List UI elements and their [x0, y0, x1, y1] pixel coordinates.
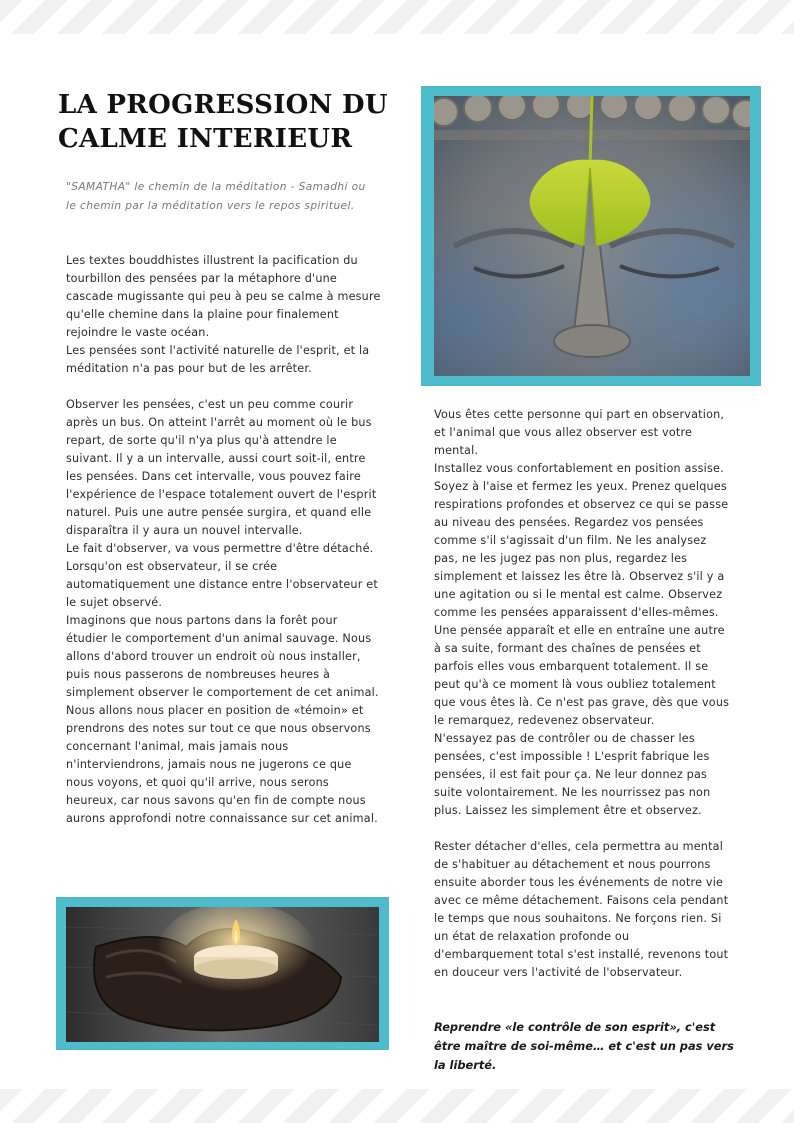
decorative-stripes-top [0, 0, 794, 34]
closing-quote: Reprendre «le contrôle de son esprit», c'est être maître de soi-même… et c'est un pas vers la liberté. [434, 1020, 734, 1072]
right-column-text: Vous êtes cette personne qui part en observation, et l'animal que vous allez observer est votre mental. Installez vous confortablement en position assise. Soyez à l'aise et fermez les yeux. Prenez quelques respirations profondes et observez ce qui se passe au niveau des pensées. Regardez vos pensées comme s'il s'agissait d'un film. Ne les analysez pas, ne les jugez pas non plus, regardez les simplement et laissez les être là. Observez s'il y a une agitation ou si le mental est calme. Observez comme les pensées apparaissent d'elles-mêmes. Une pensée apparaît et elle en entraîne une autre à sa suite, formant des chaînes de pensées et parfois elles vous embarquent totalement. Il se peut qu'à ce moment là vous oubliez totalement que vous êtes là. Ce n'est pas grave, dès que vous le remarquez, redevenez observateur. N'essayez pas de contrôler ou de chasser les pensées, c'est impossible ! L'esprit fabrique les pensées, il est fait pour ça. Ne leur donnez pas suite volontairement. Ne les nourrissez pas non plus. Laissez les simplement être et observez. Rester détacher d'elles, cela permettra au mental de s'habituer au détachement et nous pourrons ensuite aborder tous les événements de notre vie avec ce même détachement. Faisons cela pendant le temps que nous souhaitons. Ne forçons rien. Si un état de relaxation profonde ou d'embarquement total s'est installé, revenons tout en douceur vers l'activité de l'observateur. [434, 408, 730, 979]
decorative-stripes-bottom [0, 1089, 794, 1123]
buddha-ginkgo-photo [434, 96, 750, 376]
page-subtitle: "SAMATHA" le chemin de la méditation - Samadhi ou le chemin par la méditation vers le repos spirituel. [66, 181, 366, 212]
page-title: LA PROGRESSION DU CALME INTERIEUR [58, 90, 388, 154]
candle-hand-photo [66, 907, 379, 1042]
left-column-text: Les textes bouddhistes illustrent la pacification du tourbillon des pensées par la métaphore d'une cascade mugissante qui peu à peu se calme à mesure qu'elle chemine dans la plaine pour finalement rejoindre le vaste océan. Les pensées sont l'activité naturelle de l'esprit, et la méditation n'a pas pour but de les arrêter. Observer les pensées, c'est un peu comme courir après un bus. On atteint l'arrêt au moment où le bus repart, de sorte qu'il n'ya plus qu'à attendre le suivant. Il y a un intervalle, aussi court soit-il, entre les pensées. Dans cet intervalle, vous pouvez faire l'expérience de l'espace totalement ouvert de l'esprit naturel. Puis une autre pensée surgira, et quand elle disparaîtra il y aura un nouvel intervalle. Le fait d'observer, va vous permettre d'être détaché. Lorsqu'on est observateur, il se crée automatiquement une distance entre l'observateur et le sujet observé. Imaginons que nous partons dans la forêt pour étudier le comportement d'un animal sauvage. Nous allons d'abord trouver un endroit où nous installer, puis nous passerons de nombreuses heures à simplement observer le comportement de cet animal. Nous allons nous placer en position de «témoin» et prendrons des notes sur tout ce que nous observons concernant l'animal, mais jamais nous n'interviendrons, jamais nous ne jugerons ce que nous voyons, et quoi qu'il arrive, nous serons heureux, car nous savons qu'en fin de compte nous aurons approfondi notre connaissance sur cet animal. [66, 254, 381, 825]
